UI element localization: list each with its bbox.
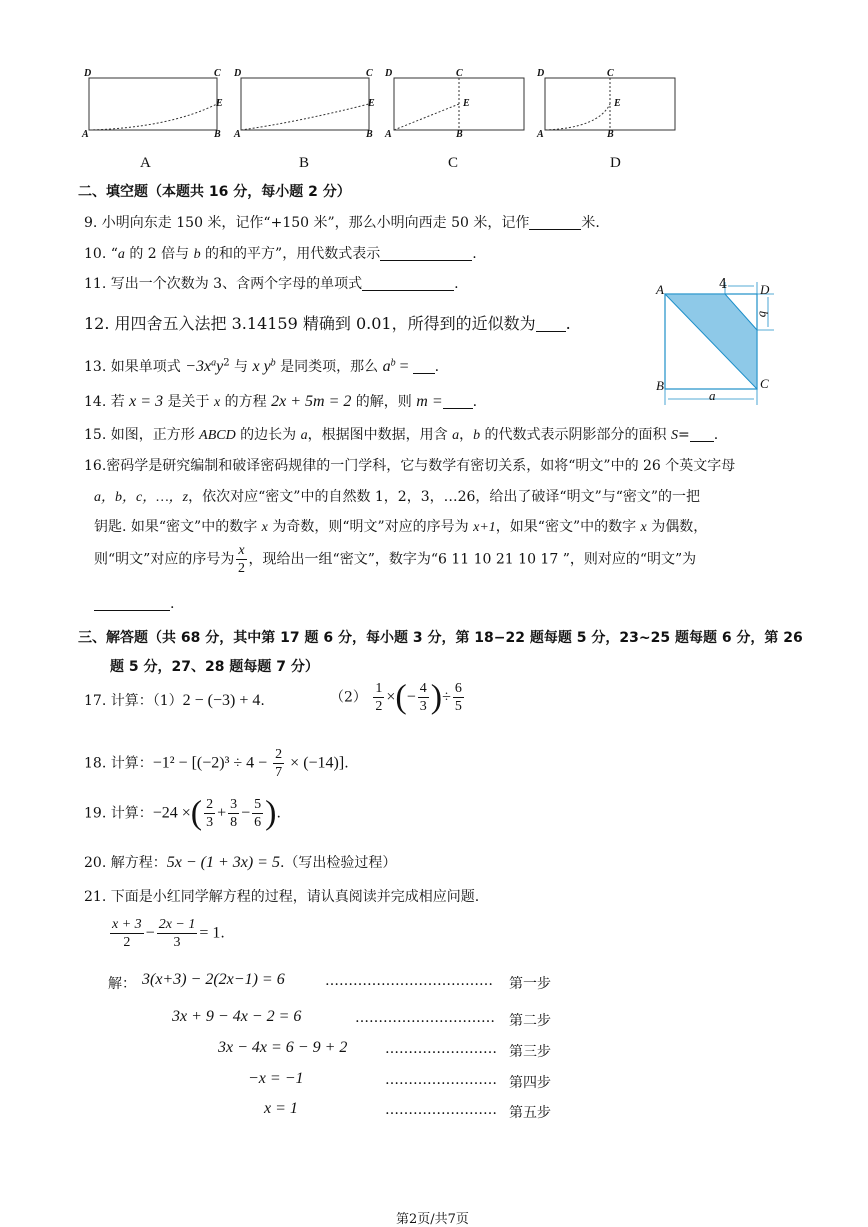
answer-blank[interactable] — [413, 359, 435, 374]
question-9: 9. 小明向东走 150 米，记作“+150 米”，那么小明向西走 50 米，记作 米. — [84, 215, 600, 231]
question-21-intro: 21. 下面是小红同学解方程的过程，请认真阅读并完成相应问题. — [84, 889, 480, 905]
question-15: 15. 如图，正方形 ABCD 的边长为 a，根据图中数据，用含 a，b 的代数式表示阴影部分的面积 S= . — [84, 427, 719, 443]
question-11: 11. 写出一个次数为 3、含两个字母的单项式 . — [84, 276, 459, 292]
question-17: 17. 计算：（1）2 − (−3) + 4. — [84, 692, 265, 709]
question-16-line4: 则“明文”对应的序号为 $\frac{x}{2}$ ，现给出一组“密文”，数字为“6 11 10 21 10 17 ”，则对应的“明文”为 — [94, 543, 697, 576]
section3-heading: 三、解答题（共 68 分，其中第 17 题 6 分，每小题 3 分，第 18−22 题每题 5 分，23~25 题每题 6 分，第 26 — [78, 630, 803, 646]
step-4-dots: …………………… — [385, 1072, 497, 1088]
square-vertex-c: C — [760, 376, 769, 391]
figure-c — [394, 78, 524, 130]
vertex-e: E — [463, 98, 470, 109]
vertex-d: D — [537, 68, 545, 79]
figure-b — [241, 78, 369, 130]
vertex-e: E — [216, 98, 223, 109]
square-label-top: 4 — [719, 277, 728, 292]
question-13: 13. 如果单项式 $-3x^ay^2$ 与 x $y^b$ 是同类项，那么 $a^b$ = . — [84, 357, 440, 375]
question-14: 14. 若 x = 3 是关于 x 的方程 2x + 5m = 2 的解，则 m = . — [84, 393, 478, 410]
section2-heading: 二、填空题（本题共 16 分，每小题 2 分） — [78, 184, 351, 200]
vertex-d: D — [234, 68, 242, 79]
vertex-d: D — [84, 68, 92, 79]
answer-blank[interactable] — [529, 215, 581, 230]
vertex-a: A — [537, 129, 544, 140]
answer-blank[interactable] — [443, 394, 473, 409]
answer-blank[interactable] — [690, 427, 714, 442]
square-vertex-b: B — [656, 378, 664, 393]
solution-prefix: 解： — [108, 976, 136, 992]
square-label-right: b — [756, 310, 772, 318]
vertex-e: E — [614, 98, 621, 109]
vertex-a: A — [82, 129, 89, 140]
answer-blank[interactable] — [380, 246, 472, 261]
step-3-expr: 3x − 4x = 6 − 9 + 2 — [218, 1039, 348, 1056]
step-5-label: 第五步 — [509, 1105, 551, 1121]
vertex-b: B — [456, 129, 463, 140]
question-17-part2: （2） $\frac{1}{2}$ ×(− $\frac{4}{3}$ )÷ $\frac{6}{5}$ — [330, 678, 462, 716]
question-16-line2: a，b，c，…，z，依次对应“密文”中的自然数 1，2，3，…26，给出了破译“明文”与“密文”的一把 — [94, 489, 701, 505]
vertex-d: D — [385, 68, 393, 79]
figure-a — [89, 78, 217, 130]
option-figures — [78, 62, 688, 144]
step-2-expr: 3x + 9 − 4x − 2 = 6 — [172, 1008, 302, 1025]
vertex-c: C — [607, 68, 614, 79]
vertex-e: E — [368, 98, 375, 109]
option-label-a: A — [140, 155, 151, 171]
fraction: $\frac{x}{2}$ — [237, 543, 245, 576]
question-16-line5: . — [94, 596, 174, 612]
step-3-label: 第三步 — [509, 1044, 551, 1060]
vertex-c: C — [366, 68, 373, 79]
step-1-dots: ……………………………… — [325, 973, 493, 989]
vertex-c: C — [456, 68, 463, 79]
answer-blank[interactable] — [94, 596, 170, 611]
square-vertex-a: A — [656, 282, 664, 297]
question-12: 12. 用四舍五入法把 3.14159 精确到 0.01，所得到的近似数为 . — [84, 314, 571, 333]
vertex-b: B — [607, 129, 614, 140]
vertex-a: A — [234, 129, 241, 140]
question-16-line3: 钥匙. 如果“密文”中的数字 x 为奇数，则“明文”对应的序号为 x+1，如果“密文”中的数字 x 为偶数， — [94, 519, 708, 535]
page-number: 第2页/共7页 — [396, 1212, 469, 1227]
question-10: 10. “a 的 2 倍与 b 的和的平方”，用代数式表示 . — [84, 246, 477, 262]
vertex-b: B — [214, 129, 221, 140]
figure-d — [545, 78, 675, 130]
step-4-label: 第四步 — [509, 1075, 551, 1091]
square-figure — [650, 280, 790, 410]
question-21-equation: $\frac{x + 3}{2}$ − $\frac{2x - 1}{3}$ = 1. — [112, 917, 225, 950]
step-3-dots: …………………… — [385, 1041, 497, 1057]
answer-blank[interactable] — [536, 317, 566, 332]
square-vertex-d: D — [760, 282, 770, 297]
vertex-b: B — [366, 129, 373, 140]
step-4-expr: −x = −1 — [248, 1070, 304, 1087]
question-18: 18. 计算：−1² − [(−2)³ ÷ 4 − $\frac{2}{7}$ × (−14)]. — [84, 747, 349, 780]
option-label-c: C — [448, 155, 459, 171]
step-2-dots: ………………………… — [355, 1010, 495, 1026]
question-19: 19. 计算：−24 ×( $\frac{2}{3}$ + $\frac{3}{8}$ − $\frac{5}{6}$ ). — [84, 794, 281, 832]
step-5-dots: …………………… — [385, 1102, 497, 1118]
step-1-label: 第一步 — [509, 976, 551, 992]
vertex-c: C — [214, 68, 221, 79]
section3-heading-cont: 题 5 分，27、28 题每题 7 分） — [110, 659, 319, 675]
option-label-b: B — [299, 155, 310, 171]
answer-blank[interactable] — [362, 276, 454, 291]
question-20: 20. 解方程：5x − (1 + 3x) = 5.（写出检验过程） — [84, 854, 397, 871]
step-5-expr: x = 1 — [264, 1100, 298, 1117]
vertex-a: A — [385, 129, 392, 140]
step-1-expr: 3(x+3) − 2(2x−1) = 6 — [142, 971, 285, 988]
step-2-label: 第二步 — [509, 1013, 551, 1029]
question-16-line1: 16.密码学是研究编制和破译密码规律的一门学科，它与数学有密切关系，如将“明文”中的 26 个英文字母 — [84, 458, 736, 474]
option-label-d: D — [610, 155, 621, 171]
square-label-bottom: a — [709, 388, 716, 403]
